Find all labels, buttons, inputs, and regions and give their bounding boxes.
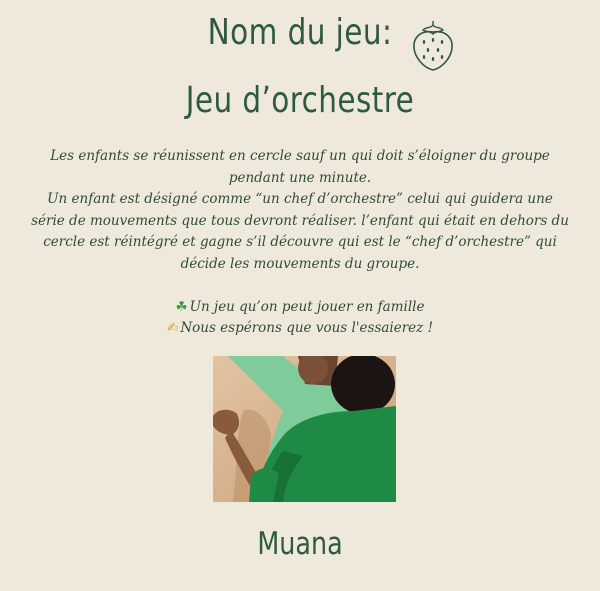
family-text: Un jeu qu’on peut jouer en famille bbox=[189, 299, 425, 315]
extras-block bbox=[30, 297, 570, 339]
children-photo bbox=[213, 356, 396, 502]
page-title-line2: Jeu d’orchestre bbox=[185, 80, 415, 121]
description-paragraph-1: Les enfants se réunissent en cercle sauf un qui doit s’éloigner du groupe pendant une minute. bbox=[50, 148, 550, 186]
shamrock-icon: ☘ bbox=[175, 299, 188, 315]
writing-hand-icon: ✍ bbox=[167, 320, 179, 336]
family-line bbox=[30, 297, 570, 318]
game-description bbox=[30, 146, 570, 276]
hope-text: Nous espérons que vous l'essaierez ! bbox=[180, 320, 433, 336]
page-title-line1: Nom du jeu: bbox=[207, 12, 393, 53]
hope-line bbox=[30, 318, 570, 339]
author-signature: Muana bbox=[257, 526, 343, 562]
description-paragraph-2: Un enfant est désigné comme “un chef d’orchestre” celui qui guidera une série de mouvements que tous devront réaliser. l’enfant qui était en dehors du cercle est réintégré et gagne s’il découvre qui est le “chef d’orchestre” qui décide les mouvements du groupe. bbox=[31, 191, 569, 272]
strawberry-icon bbox=[410, 20, 456, 72]
